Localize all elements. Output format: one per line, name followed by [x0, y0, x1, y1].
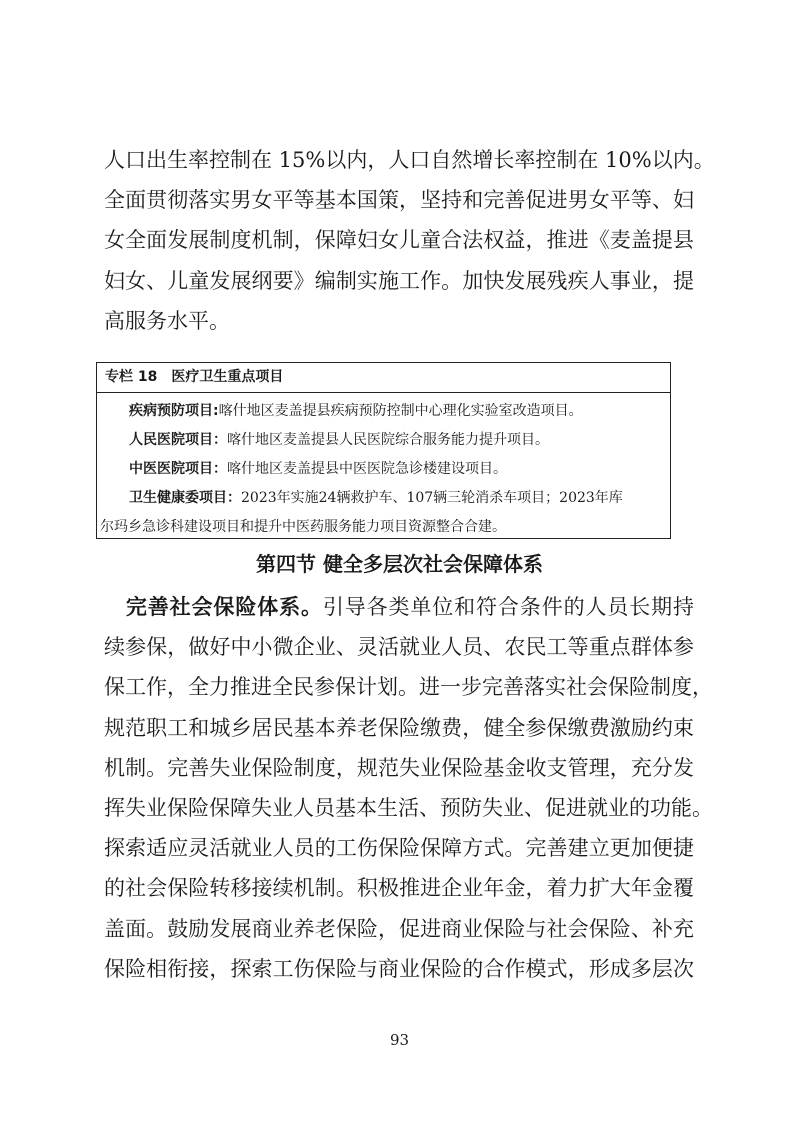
section-heading: 第四节 健全多层次社会保障体系	[256, 552, 543, 576]
project-label: 中医医院项目：	[129, 461, 227, 477]
intro-line: 人口出生率控制在 15%以内，人口自然增长率控制在 10%以内。	[104, 148, 715, 172]
project-text: 喀什地区麦盖提县疾病预防控制中心理化实验室改造项目。	[218, 403, 583, 419]
body-first-line-text: 引导各类单位和符合条件的人员长期持	[322, 595, 695, 619]
intro-line: 高服务水平。	[104, 308, 230, 333]
project-label: 疾病预防项目:	[129, 403, 219, 419]
body-line: 盖面。鼓励发展商业养老保险，促进商业保险与社会保险、补充	[104, 916, 694, 941]
body-line: 规范职工和城乡居民基本养老保险缴费，健全参保缴费激励约束	[104, 715, 694, 740]
project-item	[97, 484, 670, 513]
project-item	[97, 397, 670, 426]
body-line	[104, 587, 694, 627]
body-line: 续参保，做好中小微企业、灵活就业人员、农民工等重点群体参	[104, 635, 694, 660]
project-text: 2023年实施24辆救护车、107辆三轮消杀车项目；2023年库	[241, 490, 623, 506]
intro-line: 全面贯彻落实男女平等基本国策，坚持和完善促进男女平等、妇	[104, 188, 694, 213]
project-text: 喀什地区麦盖提县人民医院综合服务能力提升项目。	[227, 432, 549, 448]
project-item	[97, 455, 670, 484]
project-label: 卫生健康委项目：	[129, 490, 241, 506]
body-line: 的社会保险转移接续机制。积极推进企业年金，着力扩大年金覆	[104, 876, 694, 901]
body-line: 保险相衔接，探索工伤保险与商业保险的合作模式，形成多层次	[104, 956, 694, 981]
body-paragraph	[104, 587, 713, 989]
intro-paragraph	[104, 140, 715, 341]
body-line: 探索适应灵活就业人员的工伤保险保障方式。完善建立更加便捷	[104, 836, 694, 861]
feature-box-header	[97, 363, 670, 393]
body-line: 机制。完善失业保险制度，规范失业保险基金收支管理，充分发	[104, 755, 694, 780]
intro-line: 妇女、儿童发展纲要》编制实施工作。加快发展残疾人事业，提	[104, 268, 694, 293]
feature-box-number: 专栏 18	[105, 369, 158, 385]
page-number: 93	[389, 1031, 410, 1049]
project-label: 人民医院项目：	[129, 432, 227, 448]
project-text: 喀什地区麦盖提县中医医院急诊楼建设项目。	[227, 461, 507, 477]
body-line: 挥失业保险保障失业人员基本生活、预防失业、促进就业的功能。	[104, 796, 713, 821]
intro-line: 女全面发展制度机制，保障妇女儿童合法权益，推进《麦盖提县	[104, 228, 694, 253]
feature-box-title: 医疗卫生重点项目	[171, 369, 284, 385]
project-item-continuation: 尔玛乡急诊科建设项目和提升中医药服务能力项目资源整合合建。	[100, 519, 506, 535]
feature-box-body	[97, 393, 670, 542]
feature-box	[96, 362, 671, 539]
body-line: 保工作，全力推进全民参保计划。进一步完善落实社会保险制度，	[104, 675, 713, 700]
project-item	[97, 426, 670, 455]
paragraph-lead: 完善社会保险体系。	[125, 595, 323, 619]
